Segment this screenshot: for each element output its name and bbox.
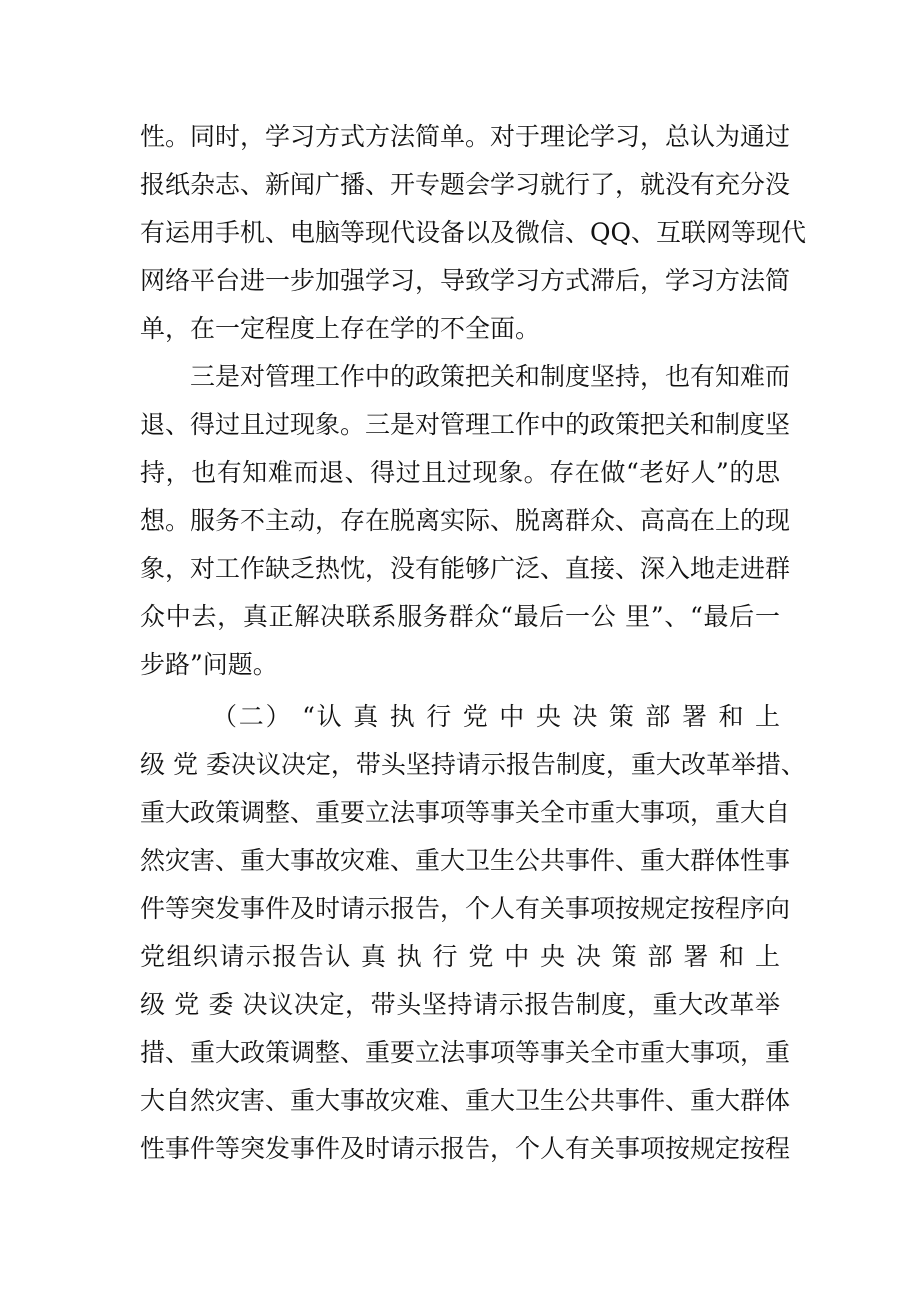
text-line: 性。同时，学习方式方法简单。对于理论学习，总认为通过 bbox=[140, 122, 791, 151]
text-line: 件等突发事件及时请示报告，个人有关事项按规定按程序向 bbox=[140, 894, 791, 923]
text-line: 众中去，真正解决联系服务群众“最后一公 里”、“最后一 bbox=[140, 602, 780, 631]
text-line: 级 党 委决议决定，带头坚持请示报告制度，重大改革举措、 bbox=[140, 750, 806, 779]
paragraph-first-line: 三是对管理工作中的政策把关和制度坚持，也有知难而 bbox=[190, 362, 791, 391]
section-heading-line: （二） “认 真 执 行 党 中 央 决 策 部 署 和 上 bbox=[212, 702, 780, 731]
text-line: 重大政策调整、重要立法事项等事关全市重大事项，重大自 bbox=[140, 798, 791, 827]
text-line: 措、重大政策调整、重要立法事项等事关全市重大事项，重 bbox=[140, 1038, 791, 1067]
text-line: 性事件等突发事件及时请示报告，个人有关事项按规定按程 bbox=[140, 1134, 791, 1163]
text-line: 然灾害、重大事故灾难、重大卫生公共事件、重大群体性事 bbox=[140, 846, 791, 875]
text-line: 级 党 委 决议决定，带头坚持请示报告制度，重大改革举 bbox=[140, 990, 780, 1019]
text-line: 退、得过且过现象。三是对管理工作中的政策把关和制度坚 bbox=[140, 410, 791, 439]
text-line: 单，在一定程度上存在学的不全面。 bbox=[140, 314, 541, 343]
text-line: 持，也有知难而退、得过且过现象。存在做“老好人”的思 bbox=[140, 458, 780, 487]
text-line: 有运用手机、电脑等现代设备以及微信、QQ、互联网等现代 bbox=[140, 218, 806, 247]
text-line: 步路”问题。 bbox=[140, 650, 278, 679]
text-line: 党组织请示报告认 真 执 行 党 中 央 决 策 部 署 和 上 bbox=[140, 942, 780, 971]
text-line: 网络平台进一步加强学习，导致学习方式滞后，学习方法简 bbox=[140, 266, 791, 295]
text-line: 报纸杂志、新闻广播、开专题会学习就行了，就没有充分没 bbox=[140, 170, 791, 199]
text-line: 象，对工作缺乏热忱，没有能够广泛、直接、深入地走进群 bbox=[140, 554, 791, 583]
text-line: 大自然灾害、重大事故灾难、重大卫生公共事件、重大群体 bbox=[140, 1086, 791, 1115]
text-line: 想。服务不主动，存在脱离实际、脱离群众、高高在上的现 bbox=[140, 506, 791, 535]
